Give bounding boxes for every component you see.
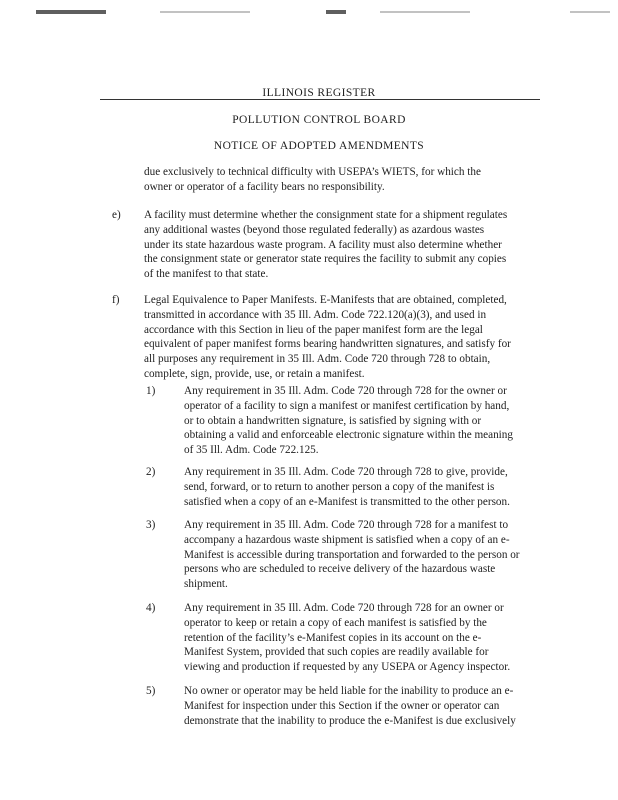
text-line: viewing and production if requested by any USEPA or Agency inspector. — [184, 661, 511, 674]
text-line: owner or operator of a facility bears no responsibility. — [144, 180, 385, 193]
text-line: Manifest is accessible during transportation and forwarded to the person or — [184, 548, 520, 561]
text-line: satisfied when a copy of an e-Manifest is transmitted to the other person. — [184, 495, 510, 508]
text-line: shipment. — [184, 578, 228, 591]
text-line: Any requirement in 35 Ill. Adm. Code 720 through 728 for an owner or — [184, 602, 504, 614]
text-line: all purposes any requirement in 35 Ill. Adm. Code 720 through 728 to obtain, — [144, 353, 491, 366]
subitem-3-paragraph — [184, 518, 520, 592]
text-line: send, forward, or to return to another person a copy of the manifest is — [184, 480, 495, 493]
subitem-2-label: 2) — [146, 466, 156, 478]
item-f-label: f) — [112, 294, 120, 306]
scan-mark — [570, 11, 610, 13]
text-line: accompany a hazardous waste shipment is satisfied when a copy of an e- — [184, 533, 510, 546]
subitem-3-label: 3) — [146, 519, 156, 531]
subitem-1-paragraph — [184, 384, 513, 458]
text-line: due exclusively to technical difficulty with USEPA’s WIETS, for which the — [144, 166, 481, 178]
board-title: POLLUTION CONTROL BOARD — [232, 114, 406, 126]
text-line: demonstrate that the inability to produce the e-Manifest is due exclusively — [184, 714, 516, 727]
scan-mark — [36, 10, 106, 14]
subitem-2-paragraph — [184, 465, 510, 509]
text-line: Legal Equivalence to Paper Manifests. E-Manifests that are obtained, completed, — [144, 294, 507, 306]
text-line: operator of a facility to sign a manifest or manifest certification by hand, — [184, 399, 510, 412]
text-line: obtaining a valid and enforceable electronic signature within the meaning — [184, 429, 513, 442]
text-line: any additional wastes (beyond those regulated federally) as azardous wastes — [144, 223, 485, 236]
item-f-paragraph — [144, 293, 511, 382]
text-line: under its state hazardous waste program. A facility must also determine whether — [144, 238, 502, 251]
subitem-4-label: 4) — [146, 602, 156, 614]
text-line: Any requirement in 35 Ill. Adm. Code 720 through 728 for the owner or — [184, 385, 507, 397]
continuation-paragraph — [144, 165, 481, 195]
text-line: Any requirement in 35 Ill. Adm. Code 720 through 728 for a manifest to — [184, 519, 509, 531]
text-line: Any requirement in 35 Ill. Adm. Code 720 through 728 to give, provide, — [184, 466, 508, 478]
scan-mark — [160, 11, 250, 13]
subitem-1-label: 1) — [146, 385, 156, 397]
text-line: complete, sign, provide, use, or retain a manifest. — [144, 367, 365, 380]
text-line: retention of the facility’s e-Manifest copies in its account on the e- — [184, 631, 482, 644]
register-title: ILLINOIS REGISTER — [262, 87, 376, 99]
text-line: persons who are scheduled to receive delivery of the hazardous waste — [184, 563, 496, 576]
scan-artifacts — [0, 6, 618, 16]
text-line: the consignment state or generator state requires the facility to submit any copies — [144, 253, 507, 266]
text-line: Manifest System, provided that such copies are readily available for — [184, 646, 489, 659]
header-divider — [100, 99, 540, 100]
text-line: of 35 Ill. Adm. Code 722.125. — [184, 444, 319, 457]
subitem-5-label: 5) — [146, 685, 156, 697]
scan-mark — [380, 11, 470, 13]
subitem-4-paragraph — [184, 601, 510, 675]
item-e-paragraph — [144, 208, 507, 282]
subitem-5-paragraph — [184, 684, 516, 728]
notice-title: NOTICE OF ADOPTED AMENDMENTS — [213, 140, 425, 152]
text-line: equivalent of paper manifest forms bearing handwritten signatures, and satisfy for — [144, 338, 511, 351]
text-line: Manifest for inspection under this Section if the owner or operator can — [184, 699, 500, 712]
text-line: of the manifest to that state. — [144, 268, 269, 281]
text-line: No owner or operator may be held liable for the inability to produce an e- — [184, 685, 514, 697]
text-line: or to obtain a handwritten signature, is satisfied by signing with or — [184, 414, 482, 427]
item-e-label: e) — [112, 209, 121, 221]
scan-mark — [326, 10, 346, 14]
text-line: transmitted in accordance with 35 Ill. Adm. Code 722.120(a)(3), and used in — [144, 308, 487, 321]
text-line: A facility must determine whether the consignment state for a shipment regulates — [144, 209, 508, 221]
text-line: accordance with this Section in lieu of the paper manifest form are the legal — [144, 323, 483, 336]
text-line: operator to keep or retain a copy of each manifest is satisfied by the — [184, 616, 487, 629]
